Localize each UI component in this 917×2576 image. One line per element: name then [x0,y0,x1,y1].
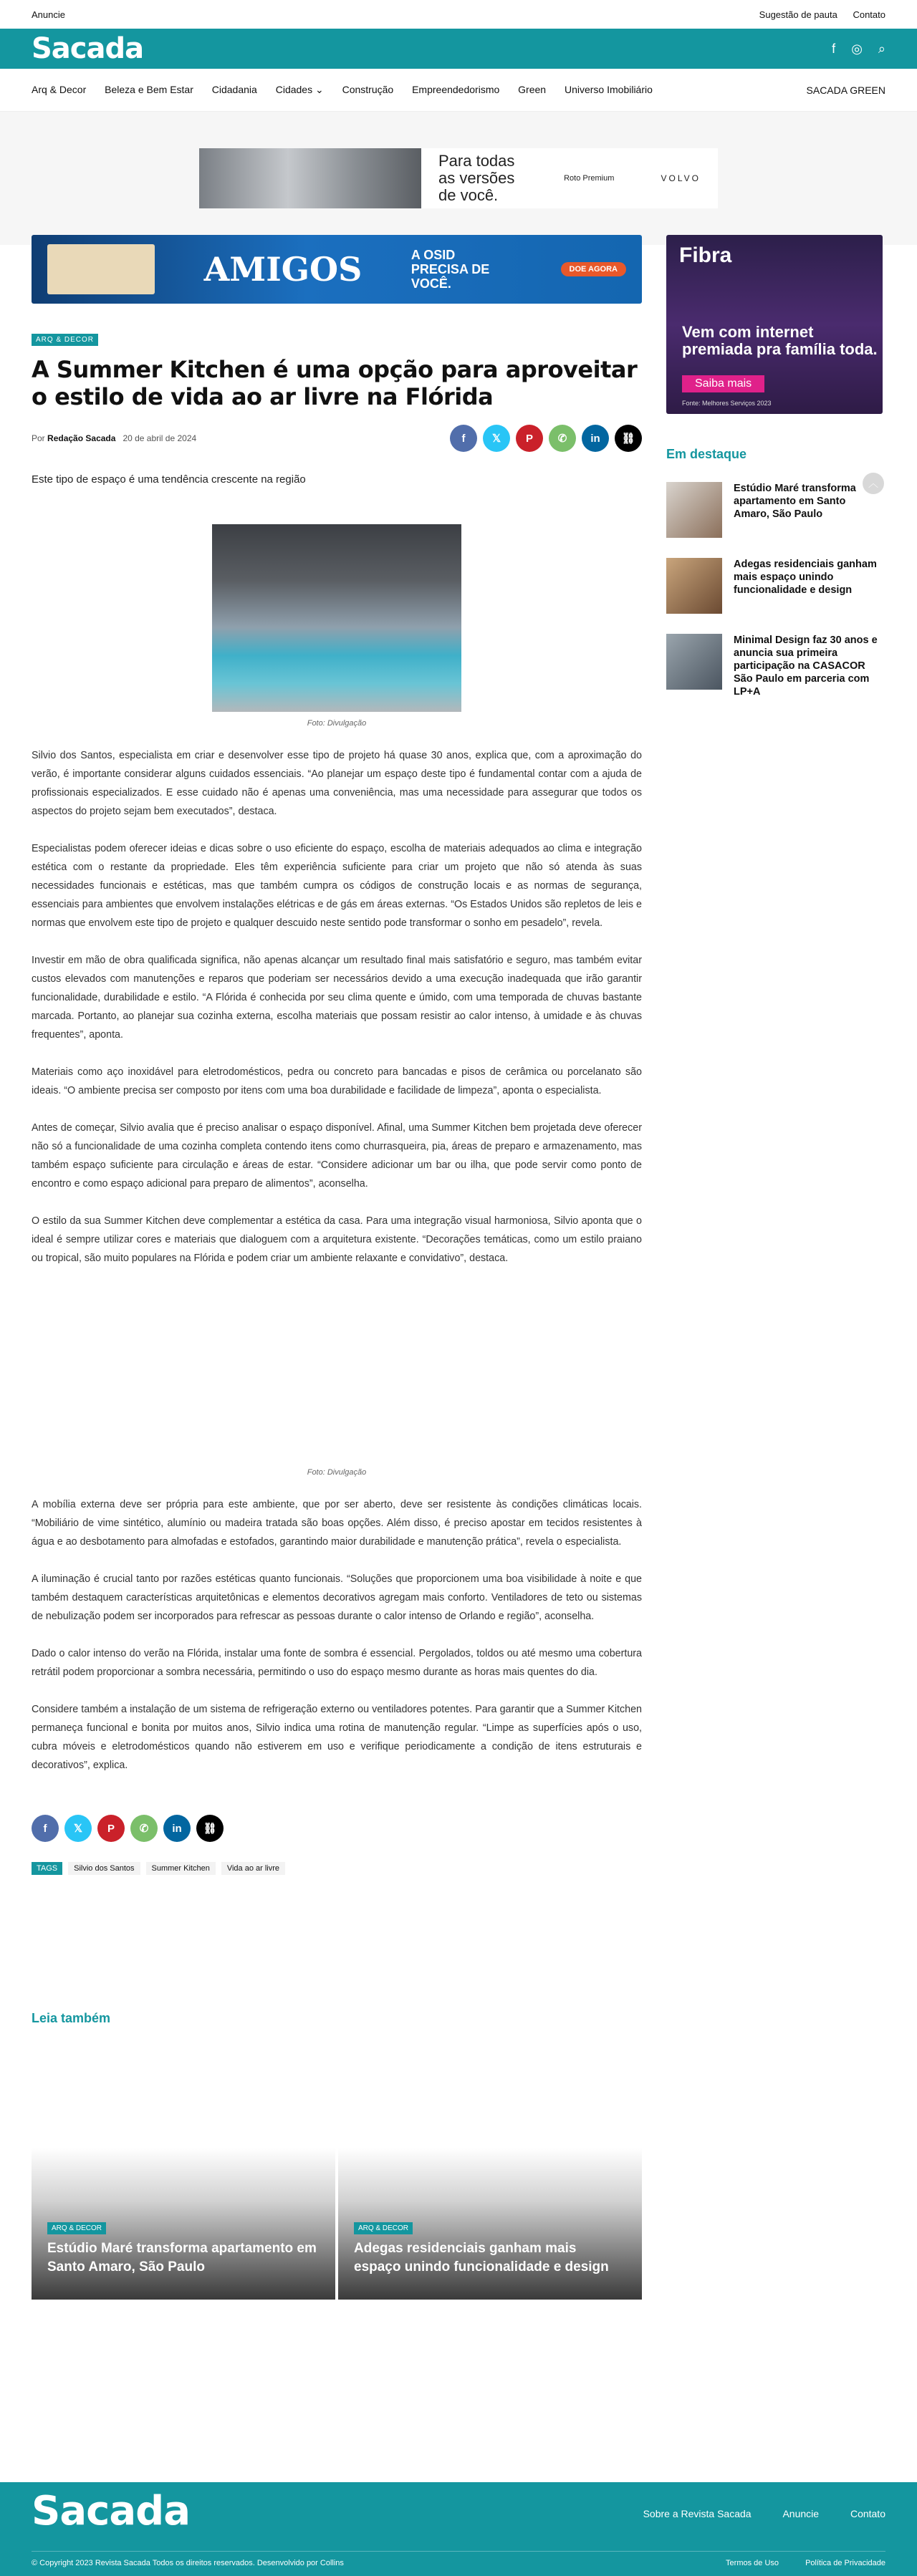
share-linkedin-icon[interactable]: in [163,1815,191,1842]
nav-arq-decor[interactable]: Arq & Decor [32,84,87,95]
top-ad-strip [0,112,917,245]
author-name[interactable]: Redação Sacada [47,433,116,443]
amigos-ad[interactable] [32,235,642,304]
top-bar [0,0,917,29]
footer-termos[interactable]: Termos de Uso [726,2559,779,2567]
category-badge[interactable]: ARQ & DECOR [32,334,98,346]
share-pinterest-icon[interactable]: P [516,425,543,452]
destaque-thumb[interactable] [666,558,722,614]
anuncie-link[interactable]: Anuncie [32,9,65,20]
brand-icons [832,42,885,57]
facebook-icon[interactable]: f [832,41,836,56]
share-bar-bottom [32,1815,642,1842]
footer-link-sobre[interactable]: Sobre a Revista Sacada [643,2508,752,2519]
leia-tambem-cards [32,2148,642,2300]
amigos-ad-image [47,244,155,294]
tag-item[interactable]: Summer Kitchen [146,1862,216,1875]
footer-link-anuncie[interactable]: Anuncie [782,2508,820,2519]
top-links [746,9,885,20]
volvo-ad-brand: VOLVO [661,173,701,183]
destaque-thumb[interactable] [666,482,722,538]
paragraph: Antes de começar, Silvio avalia que é preciso analisar o espaço disponível. Afinal, uma Summer Kitchen bem projetada deve oferecer não só a funcionalidade de uma cozinha completa contendo itens como churrasqueira, pia, áreas de preparo e armazenamento, mas também espaço suficiente para circulação e áreas de estar. “Considere adicionar um bar ou ilha, que pode servir como ponto de encontro e como espaço adicional para preparo de alimentos”, aconselha. [32,1122,642,1190]
destaque-item-title[interactable]: Minimal Design faz 30 anos e anuncia sua primeira participação na CASACOR São Paulo em parceria com LP+A [734,635,878,698]
share-whatsapp-icon[interactable]: ✆ [549,425,576,452]
share-facebook-icon[interactable]: f [450,425,477,452]
paragraph: Considere também a instalação de um sistema de refrigeração externo ou ventiladores potentes. Para garantir que a Summer Kitchen permaneça funcional e bonita por muitos anos, Silvio indica uma rotina de manutenção regular. “Limpe as superfícies após o uso, cubra móveis e eletrodomésticos quando não estiverem em uso e verifique periodicamente a condição de itens estruturais e decorativos”, explica. [32,1704,642,1771]
contato-link[interactable]: Contato [853,9,885,20]
share-link-icon[interactable]: ⛓ [196,1815,224,1842]
author-prefix: Por [32,433,45,443]
article-lead: Este tipo de espaço é uma tendência crescente na região [32,473,306,486]
share-x-icon[interactable]: 𝕏 [64,1815,92,1842]
sidebar [666,235,883,698]
share-x-icon[interactable]: 𝕏 [483,425,510,452]
search-icon[interactable]: ⌕ [878,41,885,56]
nav-green[interactable]: Green [518,84,547,95]
paragraph: Investir em mão de obra qualificada significa, não apenas alcançar um resultado final mais satisfatório e seguro, mas também evitar custos elevados com manutenções e reparos que poderiam ser necessários devido a uma execução inadequada que irão garantir funcionalidade, durabilidade e estilo. “A Flórida é conhecida por seu clima quente e úmido, com uma temporada de chuvas bastante marcada. Portanto, ao planejar sua cozinha externa, escolha materiais que possam resistir ao calor intenso, à umidade e às chuvas frequentes”, aponta. [32,955,642,1041]
destaque-item[interactable] [666,482,883,538]
share-linkedin-icon[interactable]: in [582,425,609,452]
related-card-badge[interactable]: ARQ & DECOR [47,2222,106,2234]
photo-caption-1: Foto: Divulgação [307,719,367,728]
share-whatsapp-icon[interactable]: ✆ [130,1815,158,1842]
article-photo-placeholder [32,1268,642,1461]
footer [0,2482,917,2576]
share-facebook-icon[interactable]: f [32,1815,59,1842]
related-card-badge[interactable]: ARQ & DECOR [354,2222,413,2234]
paragraph: O estilo da sua Summer Kitchen deve complementar a estética da casa. Para uma integração visual harmoniosa, Silvio aponta que o ideal é sempre utilizar cores e materiais que dialoguem com a arquitetura existente. “Decorações temáticas, como um estilo praiano ou tropical, são muito populares na Flórida e podem criar um ambiente relaxante e convidativo”, destaca. [32,1215,642,1264]
leia-tambem-title: Leia também [32,2011,111,2025]
article-photo-pool [212,524,461,712]
fibra-ad[interactable] [666,235,883,414]
destaque-item-title[interactable]: Estúdio Maré transforma apartamento em Santo Amaro, São Paulo [734,483,856,520]
article-meta [32,425,642,452]
photo-caption-2: Foto: Divulgação [307,1468,367,1477]
nav-universo[interactable]: Universo Imobiliário [564,84,653,95]
volvo-ad-image [199,148,421,208]
amigos-ad-cta[interactable]: DOE AGORA [561,262,626,276]
fibra-source: Fonte: Melhores Serviços 2023 [682,400,772,407]
instagram-icon[interactable]: ◎ [851,41,863,56]
paragraph: Materiais como aço inoxidável para eletrodomésticos, pedra ou concreto para bancadas e pisos de cerâmica ou porcelanato são ideais. “O ambiente precisa ser composto por itens com uma boa durabilidade e facilidade de limpeza”, aponta o especialista. [32,1066,642,1096]
related-card-title[interactable]: Adegas residenciais ganham mais espaço unindo funcionalidade e design [354,2241,609,2274]
nav-construcao[interactable]: Construção [342,84,394,95]
brand-bar [0,29,917,69]
fibra-button[interactable]: Saiba mais [682,375,764,392]
paragraph: A mobília externa deve ser própria para este ambiente, que por ser aberto, deve ser resistente às condições climáticas locais. “Mobiliário de vime sintético, alumínio ou madeira tratada são boas opções. Além disso, é preciso apostar em tecidos resistentes à água e ao desbotamento para almofadas e estofados, garantindo maior durabilidade e manutenção prática”, revela o especialista. [32,1499,642,1548]
article-column [32,235,642,2300]
share-bar-top [450,425,642,452]
nav-empreendedorismo[interactable]: Empreendedorismo [412,84,500,95]
footer-privacidade[interactable]: Política de Privacidade [805,2559,885,2567]
article-body-a [32,746,642,1268]
scroll-top-button[interactable] [863,473,884,494]
site-logo[interactable]: Sacada [32,32,144,65]
destaque-item[interactable] [666,558,883,614]
volvo-ad-text: Para todas as versões de você. [438,152,515,204]
fibra-headline: Vem com internet premiada pra família toda. [682,323,878,358]
destaque-item[interactable] [666,634,883,698]
copyright: © Copyright 2023 Revista Sacada Todos os direitos reservados. Desenvolvido por Collins [32,2559,344,2567]
nav-cidadania[interactable]: Cidadania [211,84,257,95]
article-date: 20 de abril de 2024 [123,433,197,443]
paragraph: Dado o calor intenso do verão na Flórida, instalar uma fonte de sombra é essencial. Pergolados, toldos ou até mesmo uma cobertura retrátil podem proporcionar a sombra necessária, permitindo o uso do espaço mesmo durante as horas mais quentes do dia. [32,1648,642,1678]
footer-logo[interactable]: Sacada [32,2488,190,2534]
paragraph: Especialistas podem oferecer ideias e dicas sobre o uso eficiente do espaço, escolha de materiais adequados ao clima e integração estética com o restante da propriedade. Eles têm experiência suficiente para criar um projeto que não só atenda às suas necessidades funcionais e estéticas, mas que também cumpra os códigos de construção locais e as normas de segurança, essenciais para ambientes que envolvem instalações elétricas e de gás em áreas externas. “Os Estados Unidos são repletos de leis e normas que envolvem este tipo de projeto e qualquer descuido neste sentido pode transformar o sonho em pesadelo”, revela. [32,843,642,929]
tags-row [32,1862,642,1875]
nav-items [32,84,668,96]
main-nav [0,69,917,112]
amigos-ad-big: AMIGOS [203,250,363,289]
nav-sacada-green[interactable]: SACADA GREEN [806,84,885,96]
fibra-logo: Fibra [679,243,732,267]
destaque-item-title[interactable]: Adegas residenciais ganham mais espaço unindo funcionalidade e design [734,559,877,596]
volvo-ad-sponsor: Roto Premium [564,174,615,183]
tag-item[interactable]: Silvio dos Santos [68,1862,140,1875]
paragraph: Silvio dos Santos, especialista em criar e desenvolver esse tipo de projeto há quase 30 anos, explica que, com a aproximação do verão, é importante considerar alguns cuidados essenciais. “Ao planejar um espaço deste tipo é fundamental contar com a ajuda de profissionais especializados. E esse cuidado não é apenas uma conveniência, mas uma necessidade para assegurar que todos os aspectos do projeto sejam bem executados”, destaca. [32,750,642,817]
related-card-title[interactable]: Estúdio Maré transforma apartamento em Santo Amaro, São Paulo [47,2241,317,2274]
nav-cidades[interactable]: Cidades ⌄ [275,84,324,95]
chevron-up-icon: ︿ [868,478,878,489]
article-body-b [32,1495,642,1775]
footer-links [615,2508,885,2519]
related-card[interactable] [338,2148,642,2300]
destaque-thumb[interactable] [666,634,722,690]
tags-label: TAGS [32,1862,62,1875]
paragraph: A iluminação é crucial tanto por razões estéticas quanto funcionais. “Soluções que proporcionem uma boa visibilidade à noite e que também destaquem características arquitetônicas e elementos decorativos agregam mais conforto. Ventiladores de teto ou sistemas de nebulização podem ser incorporados para refrescar as pessoas durante o calor intenso de Orlando e região”, aconselha. [32,1573,642,1622]
amigos-ad-osid: A OSID PRECISA DE VOCÊ. [411,248,490,291]
nav-beleza[interactable]: Beleza e Bem Estar [105,84,193,95]
tag-item[interactable]: Vida ao ar livre [221,1862,285,1875]
share-link-icon[interactable]: ⛓ [615,425,642,452]
destaque-title: Em destaque [666,447,747,461]
article-title: A Summer Kitchen é uma opção para aproveitar o estilo de vida ao ar livre na Flórida [32,356,638,410]
footer-bottom [32,2551,885,2567]
share-pinterest-icon[interactable]: P [97,1815,125,1842]
footer-link-contato[interactable]: Contato [850,2508,885,2519]
volvo-ad[interactable] [199,148,718,208]
sugestao-link[interactable]: Sugestão de pauta [759,9,837,20]
related-card[interactable] [32,2148,335,2300]
